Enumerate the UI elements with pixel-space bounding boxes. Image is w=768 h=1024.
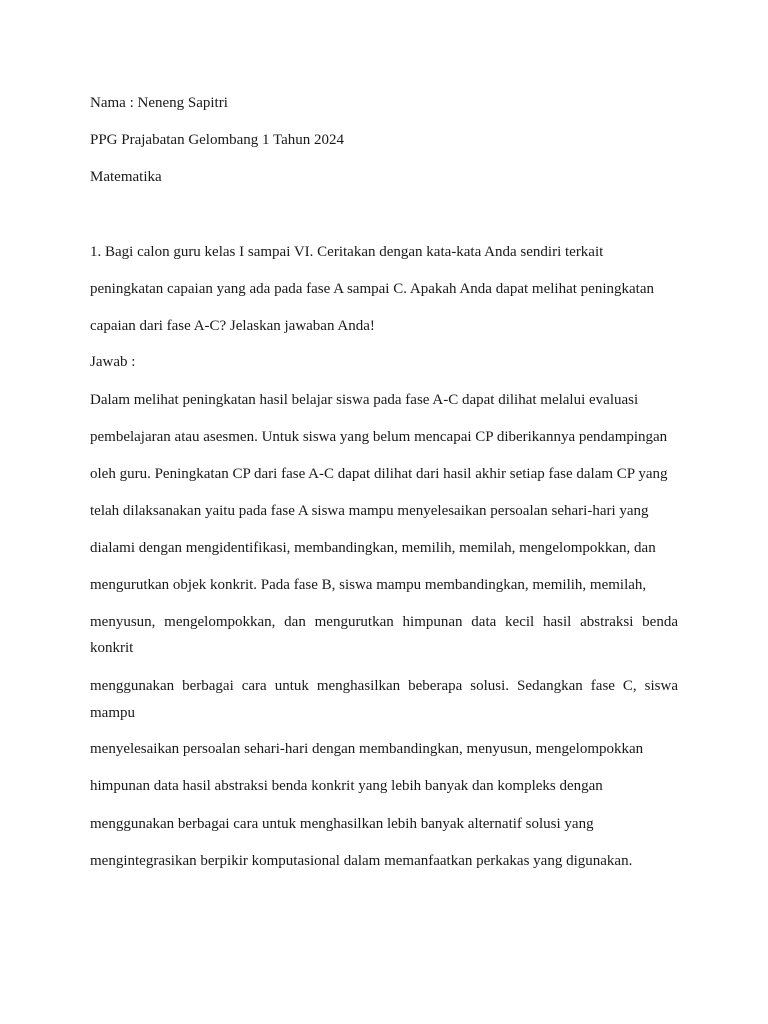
answer-line-2: pembelajaran atau asesmen. Untuk siswa yang belum mencapai CP diberikannya pendampingan xyxy=(90,429,668,445)
answer-line-10: mampu xyxy=(90,705,135,721)
question-line-3: capaian dari fase A-C? Jelaskan jawaban Anda! xyxy=(90,318,375,334)
answer-label: Jawab : xyxy=(90,354,136,370)
answer-line-7: menyusun, mengelompokkan, dan mengurutkan himpunan data kecil hasil abstraksi benda xyxy=(90,614,678,630)
answer-line-14: mengintegrasikan berpikir komputasional dalam memanfaatkan perkakas yang digunakan. xyxy=(90,853,633,869)
question-line-1: 1. Bagi calon guru kelas I sampai VI. Ceritakan dengan kata-kata Anda sendiri terkait xyxy=(90,244,604,260)
answer-line-11: menyelesaikan persoalan sehari-hari dengan membandingkan, menyusun, mengelompokkan xyxy=(90,741,644,757)
answer-line-6: mengurutkan objek konkrit. Pada fase B, siswa mampu membandingkan, memilih, memilah, xyxy=(90,577,647,593)
answer-line-5: dialami dengan mengidentifikasi, membandingkan, memilih, memilah, mengelompokkan, dan xyxy=(90,540,656,556)
answer-line-1: Dalam melihat peningkatan hasil belajar siswa pada fase A-C dapat dilihat melalui evaluasi xyxy=(90,392,639,408)
question-line-2: peningkatan capaian yang ada pada fase A sampai C. Apakah Anda dapat melihat peningkatan xyxy=(90,281,654,297)
answer-line-9: menggunakan berbagai cara untuk menghasilkan beberapa solusi. Sedangkan fase C, siswa xyxy=(90,678,678,694)
answer-line-12: himpunan data hasil abstraksi benda konkrit yang lebih banyak dan kompleks dengan xyxy=(90,778,603,794)
answer-line-3: oleh guru. Peningkatan CP dari fase A-C dapat dilihat dari hasil akhir setiap fase dalam CP yang xyxy=(90,466,668,482)
answer-line-4: telah dilaksanakan yaitu pada fase A siswa mampu menyelesaikan persoalan sehari-hari yang xyxy=(90,503,649,519)
program-title: PPG Prajabatan Gelombang 1 Tahun 2024 xyxy=(90,132,345,148)
subject-title: Matematika xyxy=(90,169,162,185)
student-name: Nama : Neneng Sapitri xyxy=(90,95,228,111)
answer-line-8: konkrit xyxy=(90,640,134,656)
answer-line-13: menggunakan berbagai cara untuk menghasilkan lebih banyak alternatif solusi yang xyxy=(90,816,594,832)
